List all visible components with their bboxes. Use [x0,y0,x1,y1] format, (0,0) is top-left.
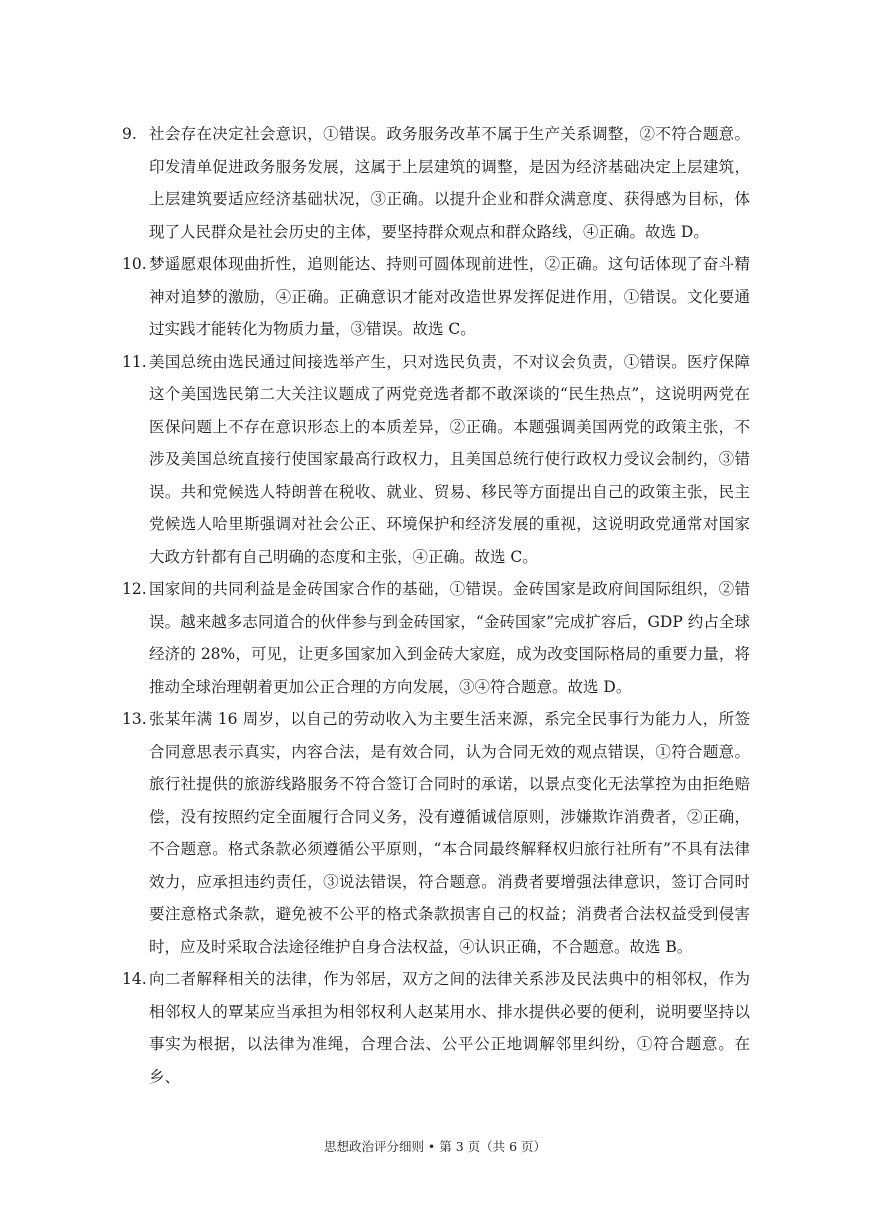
explanation-item-10 [122,248,750,346]
explanation-item-9 [122,118,750,248]
item-text: 社会存在决定社会意识，①错误。政务服务改革不属于生产关系调整，②不符合题意。印发清单促进政务服务发展，这属于上层建筑的调整，是因为经济基础决定上层建筑，上层建筑要适应经济基础状况，③正确。以提升企业和群众满意度、获得感为目标，体现了人民群众是社会历史的主体，要坚持群众观点和群众路线，④正确。故选 D。 [149,125,750,241]
item-number: 12. [122,580,147,598]
item-text: 张某年满 16 周岁，以自己的劳动收入为主要生活来源，系完全民事行为能力人，所签合同意思表示真实，内容合法，是有效合同，认为合同无效的观点错误，①符合题意。旅行社提供的旅游线路服务不符合签订合同时的承诺，以景点变化无法掌控为由拒绝赔偿，没有按照约定全面履行合同义务，没有遵循诚信原则，涉嫌欺诈消费者，②正确，不合题意。格式条款必须遵循公平原则，“本合同最终解释权归旅行社所有”不具有法律效力，应承担违约责任，③说法错误，符合题意。消费者要增强法律意识，签订合同时要注意格式条款，避免被不公平的格式条款损害自己的权益；消费者合法权益受到侵害时，应及时采取合法途径维护自身合法权益，④认识正确，不合题意。故选 B。 [149,710,750,956]
item-number: 10. [122,255,147,273]
explanation-item-11 [122,346,750,574]
item-number: 11. [122,352,147,371]
explanation-item-13 [122,703,750,963]
item-text: 美国总统由选民通过间接选举产生，只对选民负责，不对议会负责，①错误。医疗保障这个美国选民第二大关注议题成了两党竞选者都不敢深谈的“民生热点”，这说明两党在医保问题上不存在意识形态上的本质差异，②正确。本题强调美国两党的政策主张，不涉及美国总统直接行使国家最高行政权力，且美国总统行使行政权力受议会制约，③错误。共和党候选人特朗普在税收、就业、贸易、移民等方面提出自己的政策主张，民主党候选人哈里斯强调对社会公正、环境保护和经济发展的重视，这说明政党通常对国家大政方针都有自己明确的态度和主张，④正确。故选 C。 [149,352,750,566]
answer-explanations [122,118,750,1093]
item-text: 向二者解释相关的法律，作为邻居，双方之间的法律关系涉及民法典中的相邻权，作为相邻权人的覃某应当承担为相邻权利人赵某用水、排水提供必要的便利，说明要坚持以事实为根据，以法律为准绳，合理合法、公平公正地调解邻里纠纷，①符合题意。在乡、 [149,970,750,1086]
item-text: 梦遥愿艰体现曲折性，追则能达、持则可圆体现前进性，②正确。这句话体现了奋斗精神对追梦的激励，④正确。正确意识才能对改造世界发挥促进作用，①错误。文化要通过实践才能转化为物质力量，③错误。故选 C。 [149,255,750,338]
item-number: 14. [122,970,147,988]
explanation-item-12 [122,573,750,703]
page-footer: 思想政治评分细则 • 第 3 页（共 6 页） [323,1139,547,1154]
explanation-item-14 [122,963,750,1093]
item-number: 13. [122,710,147,728]
item-number: 9. [122,125,137,143]
item-text: 国家间的共同利益是金砖国家合作的基础，①错误。金砖国家是政府间国际组织，②错误。越来越多志同道合的伙伴参与到金砖国家，“金砖国家”完成扩容后，GDP 约占全球经济的 28%，可见，让更多国家加入到金砖大家庭，成为改变国际格局的重要力量，将推动全球治理朝着更加公正合理的方向发展，③④符合题意。故选 D。 [149,580,750,696]
